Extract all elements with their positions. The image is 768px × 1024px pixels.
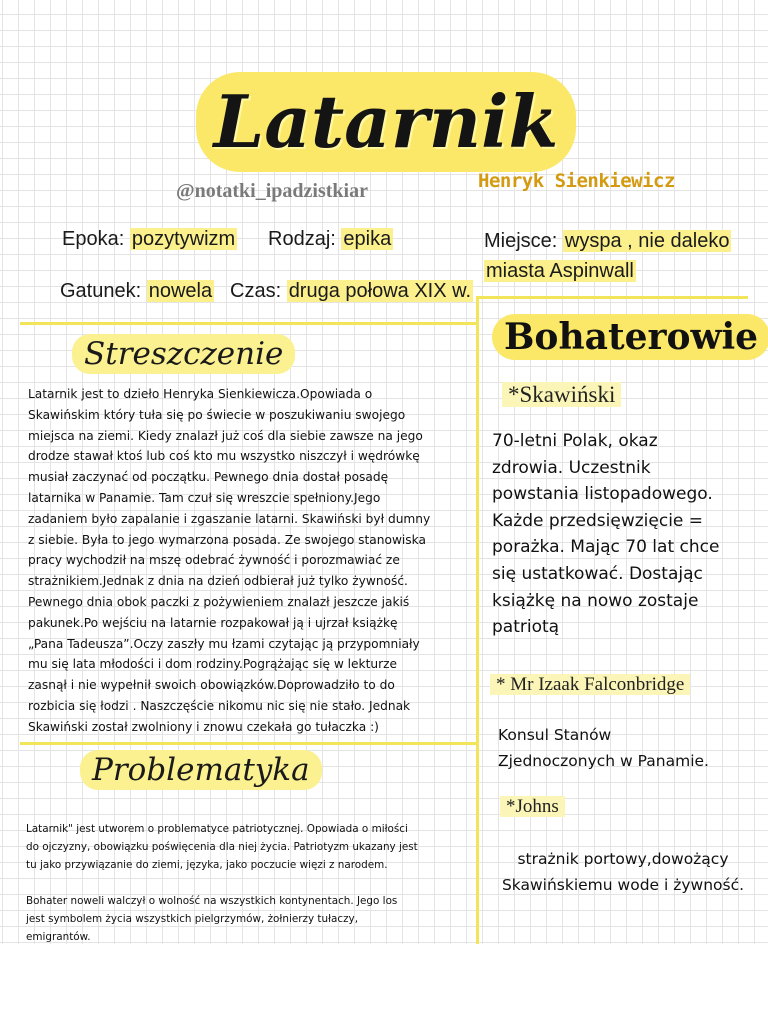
text-line	[26, 874, 476, 892]
page-title: Latarnik	[196, 72, 576, 172]
text-line: Skawińskiemu wode i żywność.	[501, 876, 745, 894]
text-line: strażnik portowy,dowożący	[517, 850, 729, 868]
divider-right-top	[476, 296, 748, 299]
text-line: książkę na nowo zostaje	[492, 590, 699, 611]
gatunek-value: nowela	[148, 280, 213, 302]
bohaterowie-heading: Bohaterowie	[492, 314, 768, 360]
streszczenie-heading-wrap	[72, 336, 295, 372]
johns-desc	[480, 846, 766, 898]
meta-rodzaj	[268, 228, 393, 251]
text-line: powstania listopadowego.	[492, 484, 713, 505]
divider-left-middle	[20, 742, 476, 745]
text-line: Zjednoczonych w Panamie.	[498, 752, 709, 770]
text-line: Każde przedsięwzięcie =	[492, 510, 704, 531]
epoka-label: Epoka:	[62, 228, 125, 250]
text-line: rozbicia się łodzi . Naszczęście nikomu nic się nie stało. Jednak	[28, 698, 411, 713]
text-line: „Pana Tadeusza”.Oczy zaszły mu łzami czytając ją przypomniały	[28, 636, 420, 651]
streszczenie-text	[28, 384, 474, 738]
author-handle: @notatki_ipadzistkiar	[176, 180, 368, 202]
author-name: Henryk Sienkiewicz	[478, 170, 675, 192]
johns-name: *Johns	[500, 796, 565, 817]
text-line: latarnika w Panamie. Tam czuł się wreszcie spełniony.Jego	[28, 490, 381, 505]
miejsce-label: Miejsce:	[484, 230, 558, 252]
text-line: Konsul Stanów	[498, 726, 612, 744]
text-line: drodze stawał ktoś lub coś kto mu wszystko niszczył i wędrówkę	[28, 449, 420, 464]
johns-name-wrap	[500, 796, 565, 818]
meta-miejsce	[484, 226, 734, 286]
text-line: Latarnik jest to dzieło Henryka Sienkiewicza.Opowiada o	[28, 387, 373, 401]
meta-czas	[230, 280, 473, 303]
text-line: Skawińskim który tuła się po świecie w poszukiwaniu swojego	[28, 407, 406, 422]
text-line: zasnął i nie wypełnił swoich obowiązków.Doprowadziło to do	[28, 678, 395, 693]
text-line: jest symbolem życia wszystkich pielgrzymów, żołnierzy tułaczy,	[26, 913, 359, 925]
text-line: musiał zaczynać od początku. Pewnego dnia dostał posadę	[28, 470, 389, 485]
rodzaj-value: epika	[343, 228, 392, 250]
text-line: miejsca na ziemi. Kiedy znalazł już coś dla siebie zawsze na jego	[28, 428, 423, 443]
miejsce-value-line-1: wyspa , nie daleko	[564, 230, 730, 252]
divider-left-top	[20, 322, 476, 325]
skawinski-name: *Skawiński	[502, 382, 621, 407]
text-line: emigrantów.	[26, 931, 91, 943]
falconbridge-desc	[498, 722, 760, 774]
miejsce-value-line-2: miasta Aspinwall	[486, 260, 634, 282]
text-line: Pewnego dnia obok paczki z pożywieniem znalazł jeszcze jakiś	[28, 594, 410, 609]
text-line: mu się lata młodości i dom rodziny.Pogrążając się w lekturze	[28, 657, 398, 672]
divider-vertical	[476, 296, 479, 944]
text-line: Latarnik" jest utworem o problematyce patriotycznej. Opowiada o miłości	[26, 823, 408, 835]
text-line: patriotą	[492, 617, 560, 638]
bohaterowie-heading-wrap	[492, 316, 768, 358]
rodzaj-label: Rodzaj:	[268, 228, 336, 250]
skawinski-name-wrap	[502, 382, 621, 408]
gatunek-label: Gatunek:	[60, 280, 142, 302]
skawinski-desc	[492, 428, 754, 641]
text-line: strażnikiem.Jednak z dnia na dzień odbierał już tylko żywność.	[28, 574, 408, 589]
text-line: pakunek.Po wejściu na latarnie rozpakował ją i ujrzał książkę	[28, 615, 398, 630]
falconbridge-name-wrap	[490, 674, 690, 696]
text-line: z siebie. Była to jego wymarzona posada. Ze swojego stanowiska	[28, 532, 426, 547]
text-line: się ustatkować. Dostając	[492, 563, 703, 584]
text-line: do ojczyzny, obowiązku poświęcenia dla niej życia. Patriotyzm ukazany jest	[26, 841, 418, 853]
text-line: zadaniem było zapalanie i zgaszanie latarni. Skawiński był dumny	[28, 511, 431, 526]
problematyka-heading: Problematyka	[80, 750, 322, 790]
text-line: Bohater noweli walczył o wolność na wszystkich kontynentach. Jego los	[26, 895, 398, 907]
problematyka-text	[26, 820, 476, 946]
falconbridge-name: * Mr Izaak Falconbridge	[490, 674, 690, 695]
text-line: pracy wychodził na mszę odebrać żywność i porozmawiać ze	[28, 553, 400, 568]
meta-gatunek	[60, 280, 214, 303]
text-line: zdrowia. Uczestnik	[492, 457, 651, 478]
text-line: Skawiński został zwolniony i znowu czekała go tułaczka :)	[28, 719, 379, 734]
text-line: 70-letni Polak, okaz	[492, 431, 658, 451]
text-line: tu jako przywiązanie do ziemi, języka, jako poczucie więzi z narodem.	[26, 859, 388, 871]
streszczenie-heading: Streszczenie	[72, 334, 295, 374]
czas-value: druga połowa XIX w.	[288, 280, 472, 302]
text-line: porażka. Mając 70 lat chce	[492, 537, 720, 558]
problematyka-heading-wrap	[80, 752, 322, 788]
meta-epoka	[62, 228, 237, 251]
czas-label: Czas:	[230, 280, 282, 302]
page-bottom-margin	[0, 944, 768, 1024]
epoka-value: pozytywizm	[131, 228, 236, 250]
